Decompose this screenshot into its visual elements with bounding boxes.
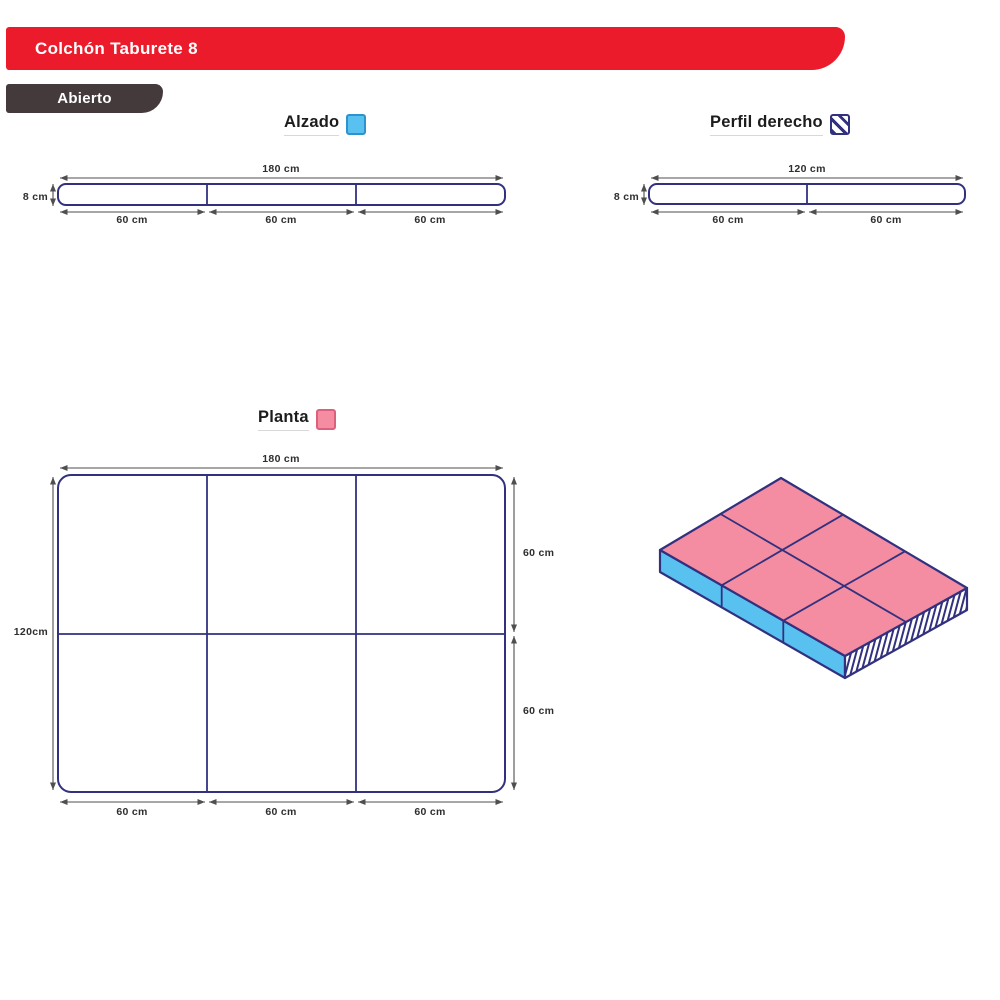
planta-title-label: Planta <box>258 408 309 431</box>
isometric-drawing <box>660 478 967 678</box>
planta-bottom-seg3-label: 60 cm <box>414 806 446 818</box>
alzado-height-label: 8 cm <box>22 191 48 203</box>
planta-right-seg1-label: 60 cm <box>523 547 555 559</box>
perfil-seg2-label: 60 cm <box>870 214 902 226</box>
planta-right-seg2-label: 60 cm <box>523 705 555 717</box>
perfil-height-label: 8 cm <box>613 191 639 203</box>
alzado-title-label: Alzado <box>284 113 339 136</box>
planta-drawing <box>53 468 514 802</box>
alzado-width-label: 180 cm <box>262 163 300 175</box>
alzado-seg1-label: 60 cm <box>116 214 148 226</box>
perfil-seg1-label: 60 cm <box>712 214 744 226</box>
planta-bottom-seg1-label: 60 cm <box>116 806 148 818</box>
alzado-drawing <box>53 178 505 212</box>
perfil-width-label: 120 cm <box>788 163 826 175</box>
perfil-drawing <box>644 178 965 212</box>
planta-height-label: 120cm <box>13 626 48 638</box>
alzado-outline <box>58 184 505 205</box>
alzado-seg3-label: 60 cm <box>414 214 446 226</box>
planta-width-label: 180 cm <box>262 453 300 465</box>
state-badge: Abierto <box>6 84 163 113</box>
page-title: Colchón Taburete 8 <box>35 38 198 58</box>
alzado-seg2-label: 60 cm <box>265 214 297 226</box>
perfil-title-label: Perfil derecho <box>710 113 823 136</box>
planta-bottom-seg2-label: 60 cm <box>265 806 297 818</box>
